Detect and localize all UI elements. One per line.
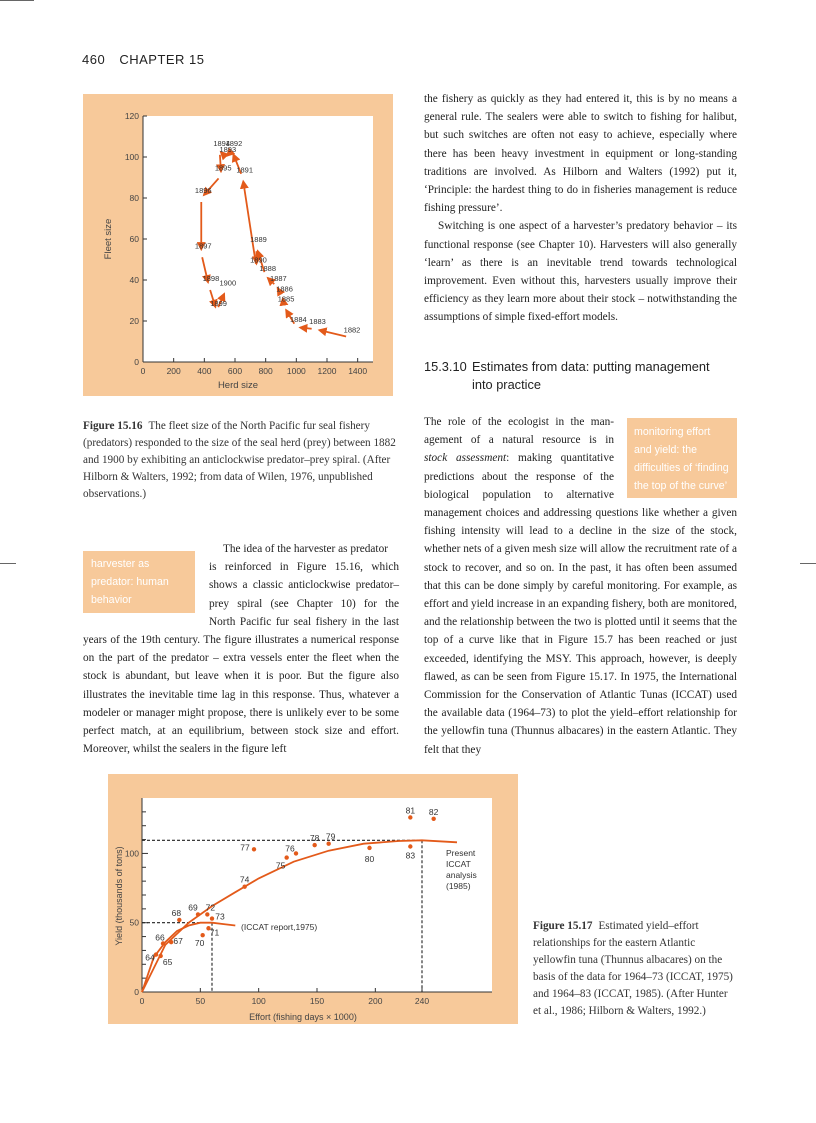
data-point-80 <box>367 846 371 850</box>
margin-note-harvester: harvester as predator: human behavior <box>83 551 195 613</box>
point-label-75: 75 <box>275 860 286 871</box>
annotation-present-2: ICCAT <box>446 859 471 869</box>
point-label-68: 68 <box>171 907 182 918</box>
y-axis-label: Fleet size <box>103 218 114 260</box>
x-tick-label: 150 <box>309 996 325 1006</box>
tuna-chart <box>108 774 518 1024</box>
para-line: shows a classic anticlockwise predator– <box>209 579 399 592</box>
data-point-78 <box>312 843 316 847</box>
x-tick-label: 600 <box>227 366 243 376</box>
x-tick-label: 1400 <box>348 366 368 376</box>
y-tick-label: 120 <box>124 111 139 121</box>
y-tick-label: 0 <box>134 357 139 367</box>
year-label-1893: 1893 <box>219 145 237 154</box>
point-label-67: 67 <box>173 936 183 947</box>
data-point-69 <box>196 912 200 916</box>
y-axis-label: Yield (thousands of tons) <box>114 846 124 946</box>
figure-15-17-caption <box>533 918 733 1020</box>
point-label-73: 73 <box>215 911 225 922</box>
data-point-79 <box>326 842 330 846</box>
x-axis-label: Effort (fishing days × 1000) <box>249 1012 357 1022</box>
point-label-69: 69 <box>188 902 198 913</box>
point-label-77: 77 <box>240 842 250 853</box>
year-label-1885: 1885 <box>277 294 295 304</box>
data-point-75 <box>284 855 288 859</box>
point-label-76: 76 <box>285 843 295 854</box>
x-tick-label: 50 <box>195 996 206 1006</box>
data-point-74 <box>242 884 246 888</box>
data-point-77 <box>252 847 256 851</box>
point-label-66: 66 <box>155 932 165 943</box>
figure-15-16-panel <box>83 94 393 396</box>
fur-seal-chart <box>83 94 393 396</box>
year-label-1896: 1896 <box>194 186 212 195</box>
figure-15-17-panel <box>108 774 518 1024</box>
y-tick-label: 60 <box>129 234 139 244</box>
right-column-bottom <box>424 413 737 759</box>
point-label-80: 80 <box>364 853 375 864</box>
year-label-1897: 1897 <box>194 241 212 251</box>
year-label-1886: 1886 <box>276 284 293 294</box>
year-label-1899: 1899 <box>210 298 227 308</box>
spiral-segment-1883-1884 <box>300 328 312 329</box>
point-label-70: 70 <box>194 938 205 949</box>
crop-mark-left <box>0 563 16 564</box>
point-label-74: 74 <box>239 874 250 885</box>
point-label-78: 78 <box>309 833 320 844</box>
figure-label: Figure 15.16 <box>83 420 143 432</box>
caption-text: The fleet size of the North Pacific fur seal fishery (predators) responded to the size of the seal herd (prey) between 1882 and 1900 by exhibiting an anticlockwise predator–prey spiral. (After Hilborn & Walters, 1992; from data of Wilen, 1976, unpublished observations.) <box>83 420 396 500</box>
paragraph-2: Switching is one aspect of a harvester’s predatory behavior – its functional response (see Chapter 10). Harvesters will also generally ‘learn’ as there is an inevitable trend towards technological improvement. Even without this, harvesters usually improve their efficiency as they learn more about their stock – notwithstanding the assumptions of simple fixed-effort models. <box>424 220 737 324</box>
data-point-83 <box>408 844 412 848</box>
y-tick-label: 40 <box>129 275 139 285</box>
para-wrap-lines <box>209 558 399 631</box>
page-number: 460 <box>82 52 106 67</box>
point-label-71: 71 <box>209 927 220 938</box>
data-point-82 <box>431 817 435 821</box>
para-line: predictions about the response of the <box>424 470 614 483</box>
year-label-1892: 1892 <box>225 138 243 148</box>
point-label-81: 81 <box>405 805 416 816</box>
point-label-83: 83 <box>405 850 416 861</box>
para-line: is reinforced in Figure 15.16, which <box>209 561 399 574</box>
year-label-1894: 1894 <box>213 138 231 148</box>
data-point-68 <box>177 918 181 922</box>
crop-mark-right <box>800 563 816 564</box>
x-tick-label: 0 <box>140 366 146 376</box>
para-line: agement of a natural resource is in <box>424 434 614 447</box>
para-line: prey spiral (see Chapter 10) for the <box>209 597 399 610</box>
paragraph-1: the fishery as quickly as they had entered it, this is by no means a general rule. The sealers were able to switch to fishing for halibut, but such switches are often not easy to achieve, especially where there has been heavy investment in equipment or long-standing traditions are involved. As Hilborn and Walters (1992) put it, ‘Principle: the hardest thing to do in fisheries management is reduce fishing pressure’. <box>424 93 737 215</box>
data-point-81 <box>408 815 412 819</box>
section-heading <box>424 358 744 394</box>
y-tick-label: 100 <box>124 152 139 162</box>
running-header <box>82 52 205 67</box>
para3-wrap-lines <box>424 413 614 504</box>
year-label-1889: 1889 <box>250 235 267 245</box>
plot-area <box>142 798 492 992</box>
year-label-1884: 1884 <box>289 315 307 325</box>
annotation-present-3: analysis <box>446 870 477 880</box>
caption-text: Estimated yield–effort relationships for the eastern Atlantic yellowfin tuna (Thunnus albacares) on the basis of the data for 1964–73 (ICCAT, 1975) and 1964–83 (ICCAT, 1985). (After Hunter et al., 1986; Hilborn & Walters, 1992.) <box>533 920 733 1017</box>
section-title-line-1: Estimates from data: putting management <box>472 359 710 374</box>
x-tick-label: 800 <box>258 366 273 376</box>
point-label-79: 79 <box>325 831 336 842</box>
para-line: The role of the ecologist in the man- <box>424 416 614 428</box>
data-point-72 <box>205 912 209 916</box>
x-tick-label: 200 <box>166 366 181 376</box>
annotation-present-1: Present <box>446 848 476 858</box>
year-label-1891: 1891 <box>236 165 254 175</box>
para-line: stock assessment: making quantitative <box>424 452 614 465</box>
year-label-1887: 1887 <box>270 274 287 284</box>
figure-15-16-caption <box>83 418 398 503</box>
para-first-line: The idea of the harvester as predator <box>223 543 388 555</box>
y-tick-label: 0 <box>134 987 139 997</box>
wrapped-lines <box>83 540 399 631</box>
para3-rest: management choices and addressing questions like whether a given fishing intensity will lead to a decline in the size of the stock, whether nets of a given mesh size will allow the recruitment rate of a stock to recover, and so on. In the past, it has often been assumed that this can be done simply by careful monitoring. For example, as effort and yield increase in an expanding fishery, both are monitored, and the relationship between the two is plotted until it seems that the top of a curve like that in Figure 15.7 has been reached or just exceeded, identifying the MSY. This approach, however, is deeply flawed, as can be seen from Figure 15.17. In 1975, the International Commission for the Conservation of Atlantic Tunas (ICCAT) used the available data (1964–73) to plot the yield–effort relationship for the yellowfin tuna (Thunnus albacares) in the eastern Atlantic. They felt that they <box>424 507 737 756</box>
chapter-title: CHAPTER 15 <box>119 52 205 67</box>
data-point-70 <box>200 933 204 937</box>
x-axis-label: Herd size <box>217 380 259 391</box>
x-tick-label: 240 <box>414 996 430 1006</box>
x-tick-label: 100 <box>251 996 266 1006</box>
y-tick-label: 100 <box>124 848 139 859</box>
x-tick-label: 0 <box>139 996 145 1006</box>
data-point-73 <box>210 916 214 920</box>
year-label-1900: 1900 <box>219 278 237 288</box>
y-tick-label: 20 <box>129 316 139 326</box>
year-label-1898: 1898 <box>202 274 220 284</box>
crop-mark-top-left <box>0 0 34 1</box>
right-column-top <box>424 90 737 327</box>
year-label-1895: 1895 <box>214 163 232 173</box>
section-title-line-2: into practice <box>472 377 541 392</box>
x-tick-label: 400 <box>197 366 212 376</box>
annotation-iccat-1975: (ICCAT report,1975) <box>241 922 318 932</box>
annotation-present-4: (1985) <box>446 881 471 891</box>
point-label-82: 82 <box>428 806 439 817</box>
x-tick-label: 1200 <box>317 366 337 376</box>
point-label-65: 65 <box>162 956 173 967</box>
x-tick-label: 1000 <box>286 366 306 376</box>
year-label-1888: 1888 <box>259 263 277 273</box>
point-label-72: 72 <box>205 902 216 913</box>
figure-label: Figure 15.17 <box>533 920 593 932</box>
year-label-1890: 1890 <box>250 255 267 265</box>
year-label-1883: 1883 <box>309 317 326 327</box>
para-rest: years of the 19th century. The figure illustrates a numerical response on the part of the predator – extra vessels enter the fleet when the stock is abundant, but leave when it is poor. But the figure also illustrates the inevitable time lag in this response. Thus, whatever a modeler or manager might propose, there is unlikely ever to be some perfect match, at an equilibrium, between stock size and effort. Moreover, whilst the sealers in the figure left <box>83 634 399 756</box>
x-tick-label: 200 <box>368 996 383 1006</box>
point-label-64: 64 <box>145 952 155 963</box>
y-tick-label: 50 <box>129 917 139 928</box>
para-line: biological population to alternative <box>424 488 614 501</box>
margin-note-monitoring: monitoring effort and yield: the difficulties of ‘finding the top of the curve’ <box>627 418 737 498</box>
year-label-1882: 1882 <box>343 325 361 335</box>
y-tick-label: 80 <box>129 193 139 203</box>
section-number: 15.3.10 <box>424 359 467 374</box>
para-line: North Pacific fur seal fishery in the last <box>209 615 399 628</box>
left-column-text <box>83 540 399 758</box>
